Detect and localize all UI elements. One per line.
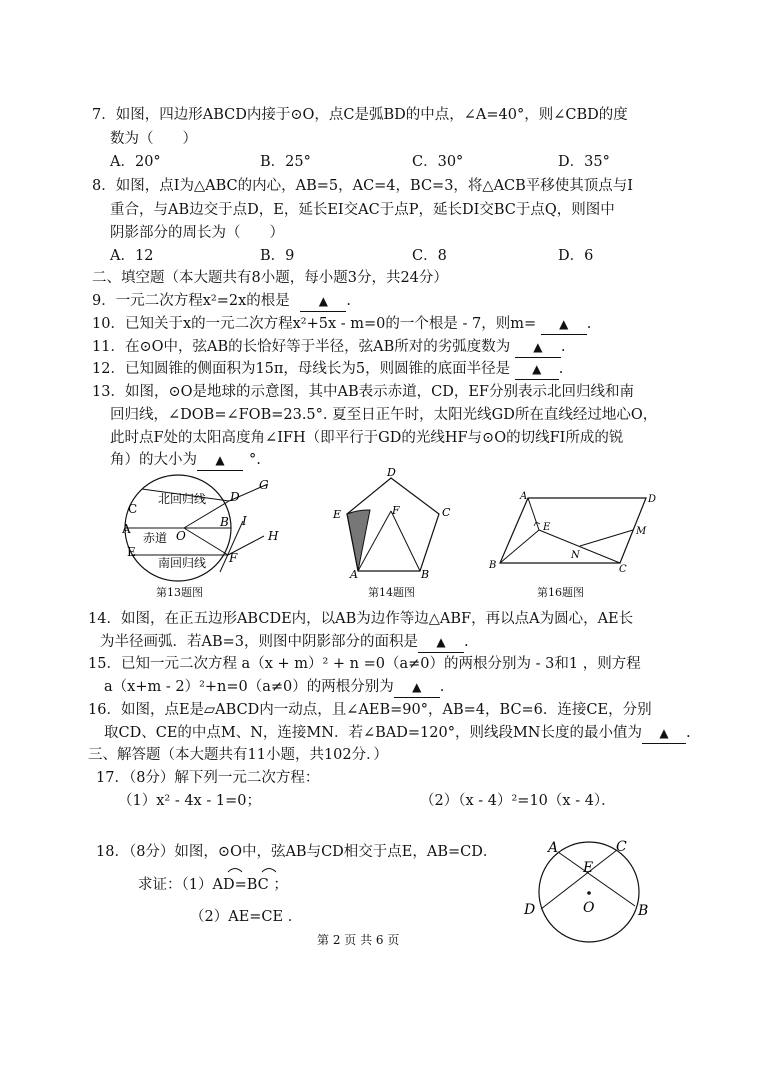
answer-mark: ▲	[215, 453, 225, 467]
fig13-label-o: O	[176, 529, 186, 543]
q13-line-4	[110, 450, 261, 471]
q7-option-b: B．25°	[260, 154, 311, 170]
q10-line	[92, 314, 591, 335]
q8-option-a: A．12	[110, 248, 154, 264]
q18-arc-marks	[226, 864, 276, 874]
q10-period: .	[586, 316, 592, 332]
q8-option-d: D．6	[558, 248, 594, 264]
fig18-label-e: E	[583, 860, 594, 876]
figure-18-circle-chords	[518, 834, 668, 946]
q12-period: .	[558, 361, 564, 377]
q7-option-c: C．30°	[412, 154, 464, 170]
q18-part-1: 求证：（1）AD=BC ；	[138, 877, 288, 893]
fig16-label-d: D	[648, 494, 657, 505]
q13-degree: °.	[249, 452, 261, 468]
fig13-label-d: D	[230, 490, 240, 504]
q12-line	[92, 359, 563, 380]
figure-13-caption: 第13题图	[156, 586, 203, 599]
q13-line-2: 回归线，∠DOB=∠FOB=23.5°. 夏至日正午时，太阳光线GD所在直线经过地心O，	[110, 407, 658, 423]
q9-period: .	[346, 293, 351, 309]
q18-heading: 18．（8分）如图，⊙O中，弦AB与CD相交于点E，AB=CD．	[96, 844, 498, 860]
q9-answer-blank	[300, 291, 346, 312]
fig13-label-e: E	[127, 545, 136, 559]
q13-line-1: 13．如图，⊙O是地球的示意图，其中AB表示赤道，CD，EF分别表示北回归线和南	[92, 384, 634, 400]
figure-13-earth-diagram	[118, 470, 288, 585]
arc-bc-mark	[262, 869, 276, 873]
q17-part-1: （1）x² - 4x - 1=0；	[118, 793, 261, 809]
q16-period: .	[685, 725, 691, 741]
fig16-label-a: A	[520, 491, 528, 502]
figure-14-caption: 第14题图	[368, 586, 415, 599]
q17-part-2: （2）（x - 4）²=10（x - 4）．	[420, 793, 616, 809]
fig14-label-f: F	[392, 504, 400, 517]
q7-line-2: 数为（ ）	[110, 131, 197, 147]
fig14-label-c: C	[442, 506, 451, 519]
q11-text: 11．在⊙O中，弦AB的长恰好等于半径，弦AB所对的劣弧度数为	[92, 339, 511, 355]
fig18-label-o: O	[583, 900, 595, 916]
answer-mark: ▲	[533, 340, 543, 354]
q7-option-d: D．35°	[558, 154, 610, 170]
fig13-label-h: H	[268, 529, 279, 543]
q14-text: 为半径画弧．若AB=3，则图中阴影部分的面积是	[100, 634, 418, 650]
q8-option-b: B．9	[260, 248, 295, 264]
q12-text: 12．已知圆锥的侧面积为15π，母线长为5，则圆锥的底面半径是	[92, 361, 511, 377]
answer-mark: ▲	[412, 680, 422, 694]
q10-answer-blank	[541, 314, 587, 335]
fig13-label-i: I	[242, 514, 247, 528]
answer-mark: ▲	[659, 726, 669, 740]
figure-16-parallelogram-diagram	[483, 488, 663, 578]
q7-option-a: A．20°	[110, 154, 161, 170]
q8-line-3: 阴影部分的周长为（ ）	[110, 225, 284, 241]
q15-text: a（x+m - 2）²+n=0（a≠0）的两根分别为	[104, 679, 394, 695]
fig13-label-c: C	[128, 502, 138, 516]
q13-answer-blank	[197, 450, 243, 471]
fig14-label-a: A	[350, 568, 358, 581]
q12-answer-blank	[515, 359, 559, 380]
page-footer: 第 2 页 共 6 页	[317, 933, 400, 947]
section-3-heading: 三、解答题（本大题共有11小题，共102分．）	[88, 747, 388, 763]
q9-line	[92, 291, 351, 312]
q14-line-1: 14．如图，在正五边形ABCDE内，以AB为边作等边△ABF，再以点A为圆心，AE长	[88, 611, 634, 627]
fig13-tropic-cancer-label: 北回归线	[158, 492, 207, 506]
arc-ad-mark	[228, 869, 242, 873]
section-2-heading: 二、填空题（本大题共有8小题，每小题3分，共24分）	[92, 270, 448, 286]
q16-line-2	[104, 723, 691, 744]
q8-line-1: 8．如图，点I为△ABC的内心，AB=5，AC=4，BC=3，将△ACB平移使其顶点与I	[92, 178, 634, 194]
fig16-label-b: B	[489, 560, 497, 571]
q15-line-2	[104, 677, 444, 698]
q17-heading: 17．（8分）解下列一元二次方程：	[96, 770, 320, 786]
answer-mark: ▲	[318, 294, 328, 308]
figure-16-caption: 第16题图	[537, 586, 584, 599]
answer-mark: ▲	[559, 317, 569, 331]
fig14-label-d: D	[387, 466, 396, 479]
q13-text: 角）的大小为	[110, 452, 197, 468]
q15-answer-blank	[394, 677, 440, 698]
q15-period: .	[439, 679, 445, 695]
q18-part-2: （2）AE=CE ．	[190, 909, 303, 925]
fig13-label-b: B	[220, 515, 229, 529]
q16-answer-blank	[642, 723, 686, 744]
fig13-label-f: F	[229, 551, 238, 565]
q13-line-3: 此时点F处的太阳高度角∠IFH（即平行于GD的光线HF与⊙O的切线FI所成的锐	[110, 430, 624, 446]
fig13-equator-label: 赤道	[143, 531, 168, 545]
q14-line-2	[100, 632, 469, 653]
fig13-label-a: A	[122, 522, 131, 536]
fig13-label-g: G	[259, 478, 269, 492]
fig16-label-n: N	[571, 550, 580, 561]
figure-14-pentagon-diagram	[325, 464, 455, 582]
fig18-label-d: D	[524, 902, 536, 918]
fig18-label-b: B	[638, 903, 649, 919]
q14-period: .	[464, 634, 469, 650]
q11-answer-blank	[515, 337, 561, 358]
q16-text: 取CD、CE的中点M、N，连接MN．若∠BAD=120°，则线段MN长度的最小值为	[104, 725, 642, 741]
fig16-label-c: C	[619, 564, 627, 575]
fig14-label-b: B	[421, 568, 430, 581]
answer-mark: ▲	[436, 635, 446, 649]
fig14-label-e: E	[333, 508, 342, 521]
answer-mark: ▲	[532, 362, 542, 376]
q16-line-1: 16．如图，点E是▱ABCD内一动点，且∠AEB=90°，AB=4，BC=6．连接CE，分别	[88, 702, 652, 718]
q11-period: .	[560, 339, 566, 355]
q9-text: 9．一元二次方程x²=2x的根是	[92, 293, 290, 309]
fig13-tropic-capricorn-label: 南回归线	[158, 556, 207, 570]
q7-options	[110, 152, 670, 172]
fig16-label-m: M	[636, 526, 647, 537]
q14-answer-blank	[418, 632, 464, 653]
q10-text: 10．已知关于x的一元二次方程x²+5x - m=0的一个根是 - 7，则m=	[92, 316, 537, 332]
q7-line-1: 7．如图，四边形ABCD内接于⊙O，点C是弧BD的中点，∠A=40°，则∠CBD的度	[92, 107, 628, 123]
q8-option-c: C．8	[412, 248, 447, 264]
q15-line-1: 15．已知一元二次方程 a（x + m）² + n =0（a≠0）的两根分别为 - 3和1 ，则方程	[88, 656, 641, 672]
q8-options	[110, 246, 670, 266]
fig16-label-e: E	[543, 522, 551, 533]
fig18-label-c: C	[616, 839, 627, 855]
q11-line	[92, 337, 565, 358]
fig18-label-a: A	[548, 840, 559, 856]
q8-line-2: 重合，与AB边交于点D，E，延长EI交AC于点P，延长DI交BC于点Q，则图中	[110, 202, 615, 218]
